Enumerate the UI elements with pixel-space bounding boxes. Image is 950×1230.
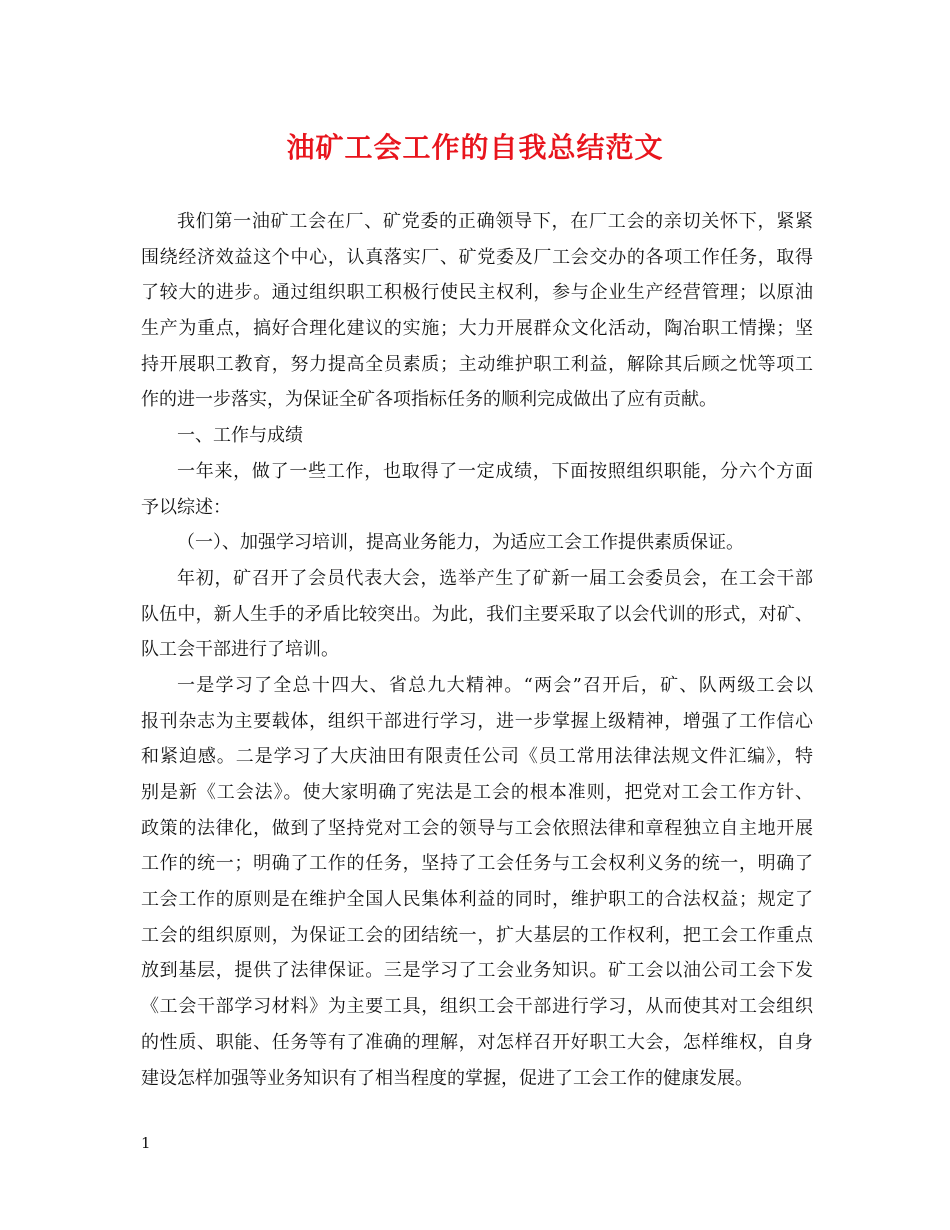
text-line: 工会的组织原则，为保证工会的团结统一，扩大基层的工作权利，把工会工作重点 <box>141 924 813 946</box>
document-body <box>141 204 813 1096</box>
text-line: （一）、加强学习培训，提高业务能力，为适应工会工作提供素质保证。 <box>177 532 744 554</box>
document-title: 油矿工会工作的自我总结范文 <box>286 131 664 164</box>
text-line: 一、工作与成绩 <box>177 425 303 447</box>
text-line: 报刊杂志为主要载体，组织干部进行学习，进一步掌握上级精神，增强了工作信心 <box>141 710 813 732</box>
text-line: 一年来，做了一些工作，也取得了一定成绩，下面按照组织职能，分六个方面 <box>177 460 813 482</box>
text-line: 围绕经济效益这个中心，认真落实厂、矿党委及厂工会交办的各项工作任务，取得 <box>141 246 813 268</box>
text-line: 工作的统一；明确了工作的任务，坚持了工会任务与工会权利义务的统一，明确了 <box>141 853 813 875</box>
text-line: 生产为重点，搞好合理化建议的实施；大力开展群众文化活动，陶冶职工情操；坚 <box>141 318 813 340</box>
text-line: 持开展职工教育，努力提高全员素质；主动维护职工利益，解除其后顾之忧等项工 <box>141 353 813 375</box>
text-line: 别是新《工会法》。使大家明确了宪法是工会的根本准则，把党对工会工作方针、 <box>141 782 813 803</box>
page-number: 1 <box>141 1134 151 1152</box>
text-line: 年初，矿召开了会员代表大会，选举产生了矿新一届工会委员会，在工会干部 <box>177 567 813 589</box>
text-line: 予以综述： <box>141 496 231 518</box>
text-line: 队伍中，新人生手的矛盾比较突出。为此，我们主要采取了以会代训的形式，对矿、 <box>141 603 813 625</box>
text-line: 作的进一步落实，为保证全矿各项指标任务的顺利完成做出了应有贡献。 <box>141 389 717 411</box>
text-line: 政策的法律化，做到了坚持党对工会的领导与工会依照法律和章程独立自主地开展 <box>141 817 813 839</box>
text-line: 《工会干部学习材料》为主要工具，组织工会干部进行学习，从而使其对工会组织 <box>141 996 813 1018</box>
text-line: 放到基层，提供了法律保证。三是学习了工会业务知识。矿工会以油公司工会下发 <box>141 960 813 982</box>
text-line: 和紧迫感。二是学习了大庆油田有限责任公司《员工常用法律法规文件汇编》，特 <box>141 746 813 768</box>
text-line: 一是学习了全总十四大、省总九大精神。“两会”召开后，矿、队两级工会以 <box>177 674 813 696</box>
text-line: 队工会干部进行了培训。 <box>141 639 339 661</box>
text-line: 我们第一油矿工会在厂、矿党委的正确领导下，在厂工会的亲切关怀下，紧紧 <box>177 211 813 232</box>
text-line: 的性质、职能、任务等有了准确的理解，对怎样召开好职工大会，怎样维权，自身 <box>141 1031 813 1053</box>
text-line: 了较大的进步。通过组织职工积极行使民主权利，参与企业生产经营管理；以原油 <box>141 282 813 304</box>
text-line: 工会工作的原则是在维护全国人民集体利益的同时，维护职工的合法权益；规定了 <box>141 889 813 911</box>
text-line: 建设怎样加强等业务知识有了相当程度的掌握，促进了工会工作的健康发展。 <box>141 1067 753 1089</box>
